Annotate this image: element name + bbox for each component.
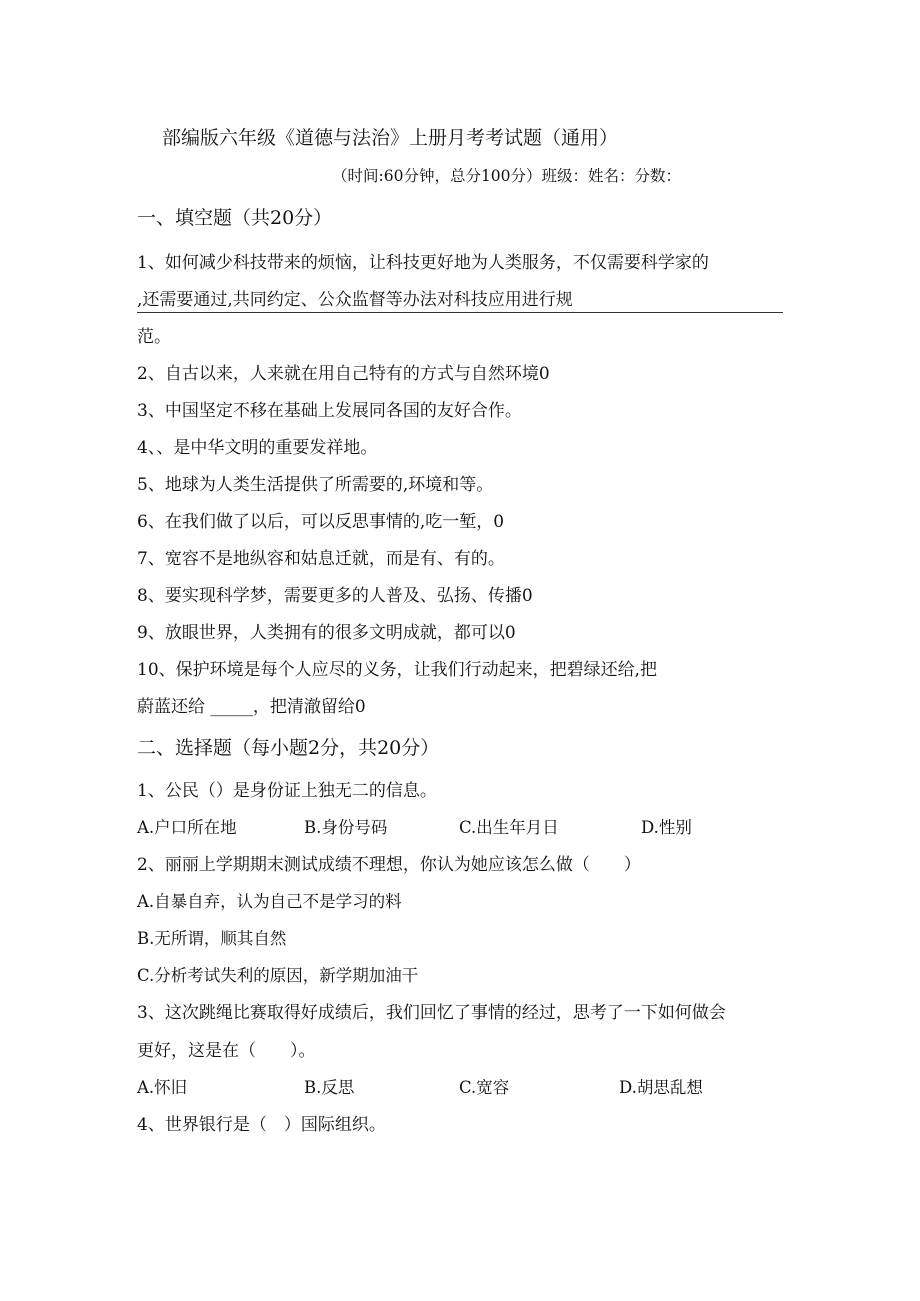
fill-question-line: 9、放眼世界，人类拥有的很多文明成就，都可以0 [137, 623, 516, 643]
fill-question-line: ,还需要通过,共同约定、公众监督等办法对科技应用进行规 [137, 290, 573, 310]
choice-options-row [137, 1076, 777, 1100]
choice-option: A.怀旧 [137, 1078, 188, 1097]
section-heading-fill-in: 一、填空题（共20分） [137, 207, 333, 229]
fill-question-line: 6、在我们做了以后，可以反思事情的,吃一堑，0 [137, 512, 505, 532]
choice-option: C.宽容 [459, 1078, 510, 1097]
section-heading-choice: 二、选择题（每小题2分，共20分） [137, 737, 440, 759]
choice-options-row [137, 816, 777, 840]
fill-question-line: 3、中国坚定不移在基础上发展同各国的友好合作。 [137, 401, 522, 421]
choice-option: B.反思 [304, 1078, 355, 1097]
fill-question-line: 蔚蓝还给 _____，把清澈留给0 [137, 697, 366, 717]
choice-question-stem: 4、世界银行是（ ）国际组织。 [137, 1115, 386, 1135]
choice-question-stem-continued: 更好，这是在（ ）。 [137, 1041, 316, 1061]
fill-question-line: 7、宽容不是地纵容和姑息迁就，而是有、有的。 [137, 549, 505, 569]
fill-question-line: 4、、是中华文明的重要发祥地。 [137, 438, 378, 458]
fill-question-line: 5、地球为人类生活提供了所需要的,环境和等。 [137, 475, 494, 495]
fill-question-line: 2、自古以来，人来就在用自己特有的方式与自然环境0 [137, 364, 550, 384]
fill-question-line: 10、保护环境是每个人应尽的义务，让我们行动起来，把碧绿还给,把 [137, 660, 658, 680]
answer-underline [137, 312, 783, 313]
choice-question-stem: 2、丽丽上学期期末测试成绩不理想，你认为她应该怎么做（ ） [137, 855, 641, 875]
fill-question-line: 8、要实现科学梦，需要更多的人普及、弘扬、传播0 [137, 586, 533, 606]
choice-option: C.出生年月日 [459, 818, 559, 837]
choice-option: D.胡思乱想 [619, 1078, 703, 1097]
choice-question-stem: 1、公民（）是身份证上独无二的信息。 [137, 781, 437, 801]
choice-option: B.身份号码 [304, 818, 388, 837]
exam-title: 部编版六年级《道德与法治》上册月考考试题（通用） [162, 127, 619, 149]
choice-option: A.自暴自弃，认为自己不是学习的料 [137, 892, 402, 911]
choice-option: B.无所谓，顺其自然 [137, 929, 287, 948]
exam-info-line: （时间:60分钟，总分100分）班级：姓名：分数： [332, 167, 682, 185]
fill-question-line: 范。 [137, 327, 171, 347]
choice-option: D.性别 [641, 818, 692, 837]
choice-question-stem: 3、这次跳绳比赛取得好成绩后，我们回忆了事情的经过，思考了一下如何做会 [137, 1003, 726, 1023]
choice-option: A.户口所在地 [137, 818, 237, 837]
choice-option: C.分析考试失利的原因，新学期加油干 [137, 966, 419, 985]
fill-question-line: 1、如何减少科技带来的烦恼，让科技更好地为人类服务，不仅需要科学家的 [137, 253, 709, 273]
